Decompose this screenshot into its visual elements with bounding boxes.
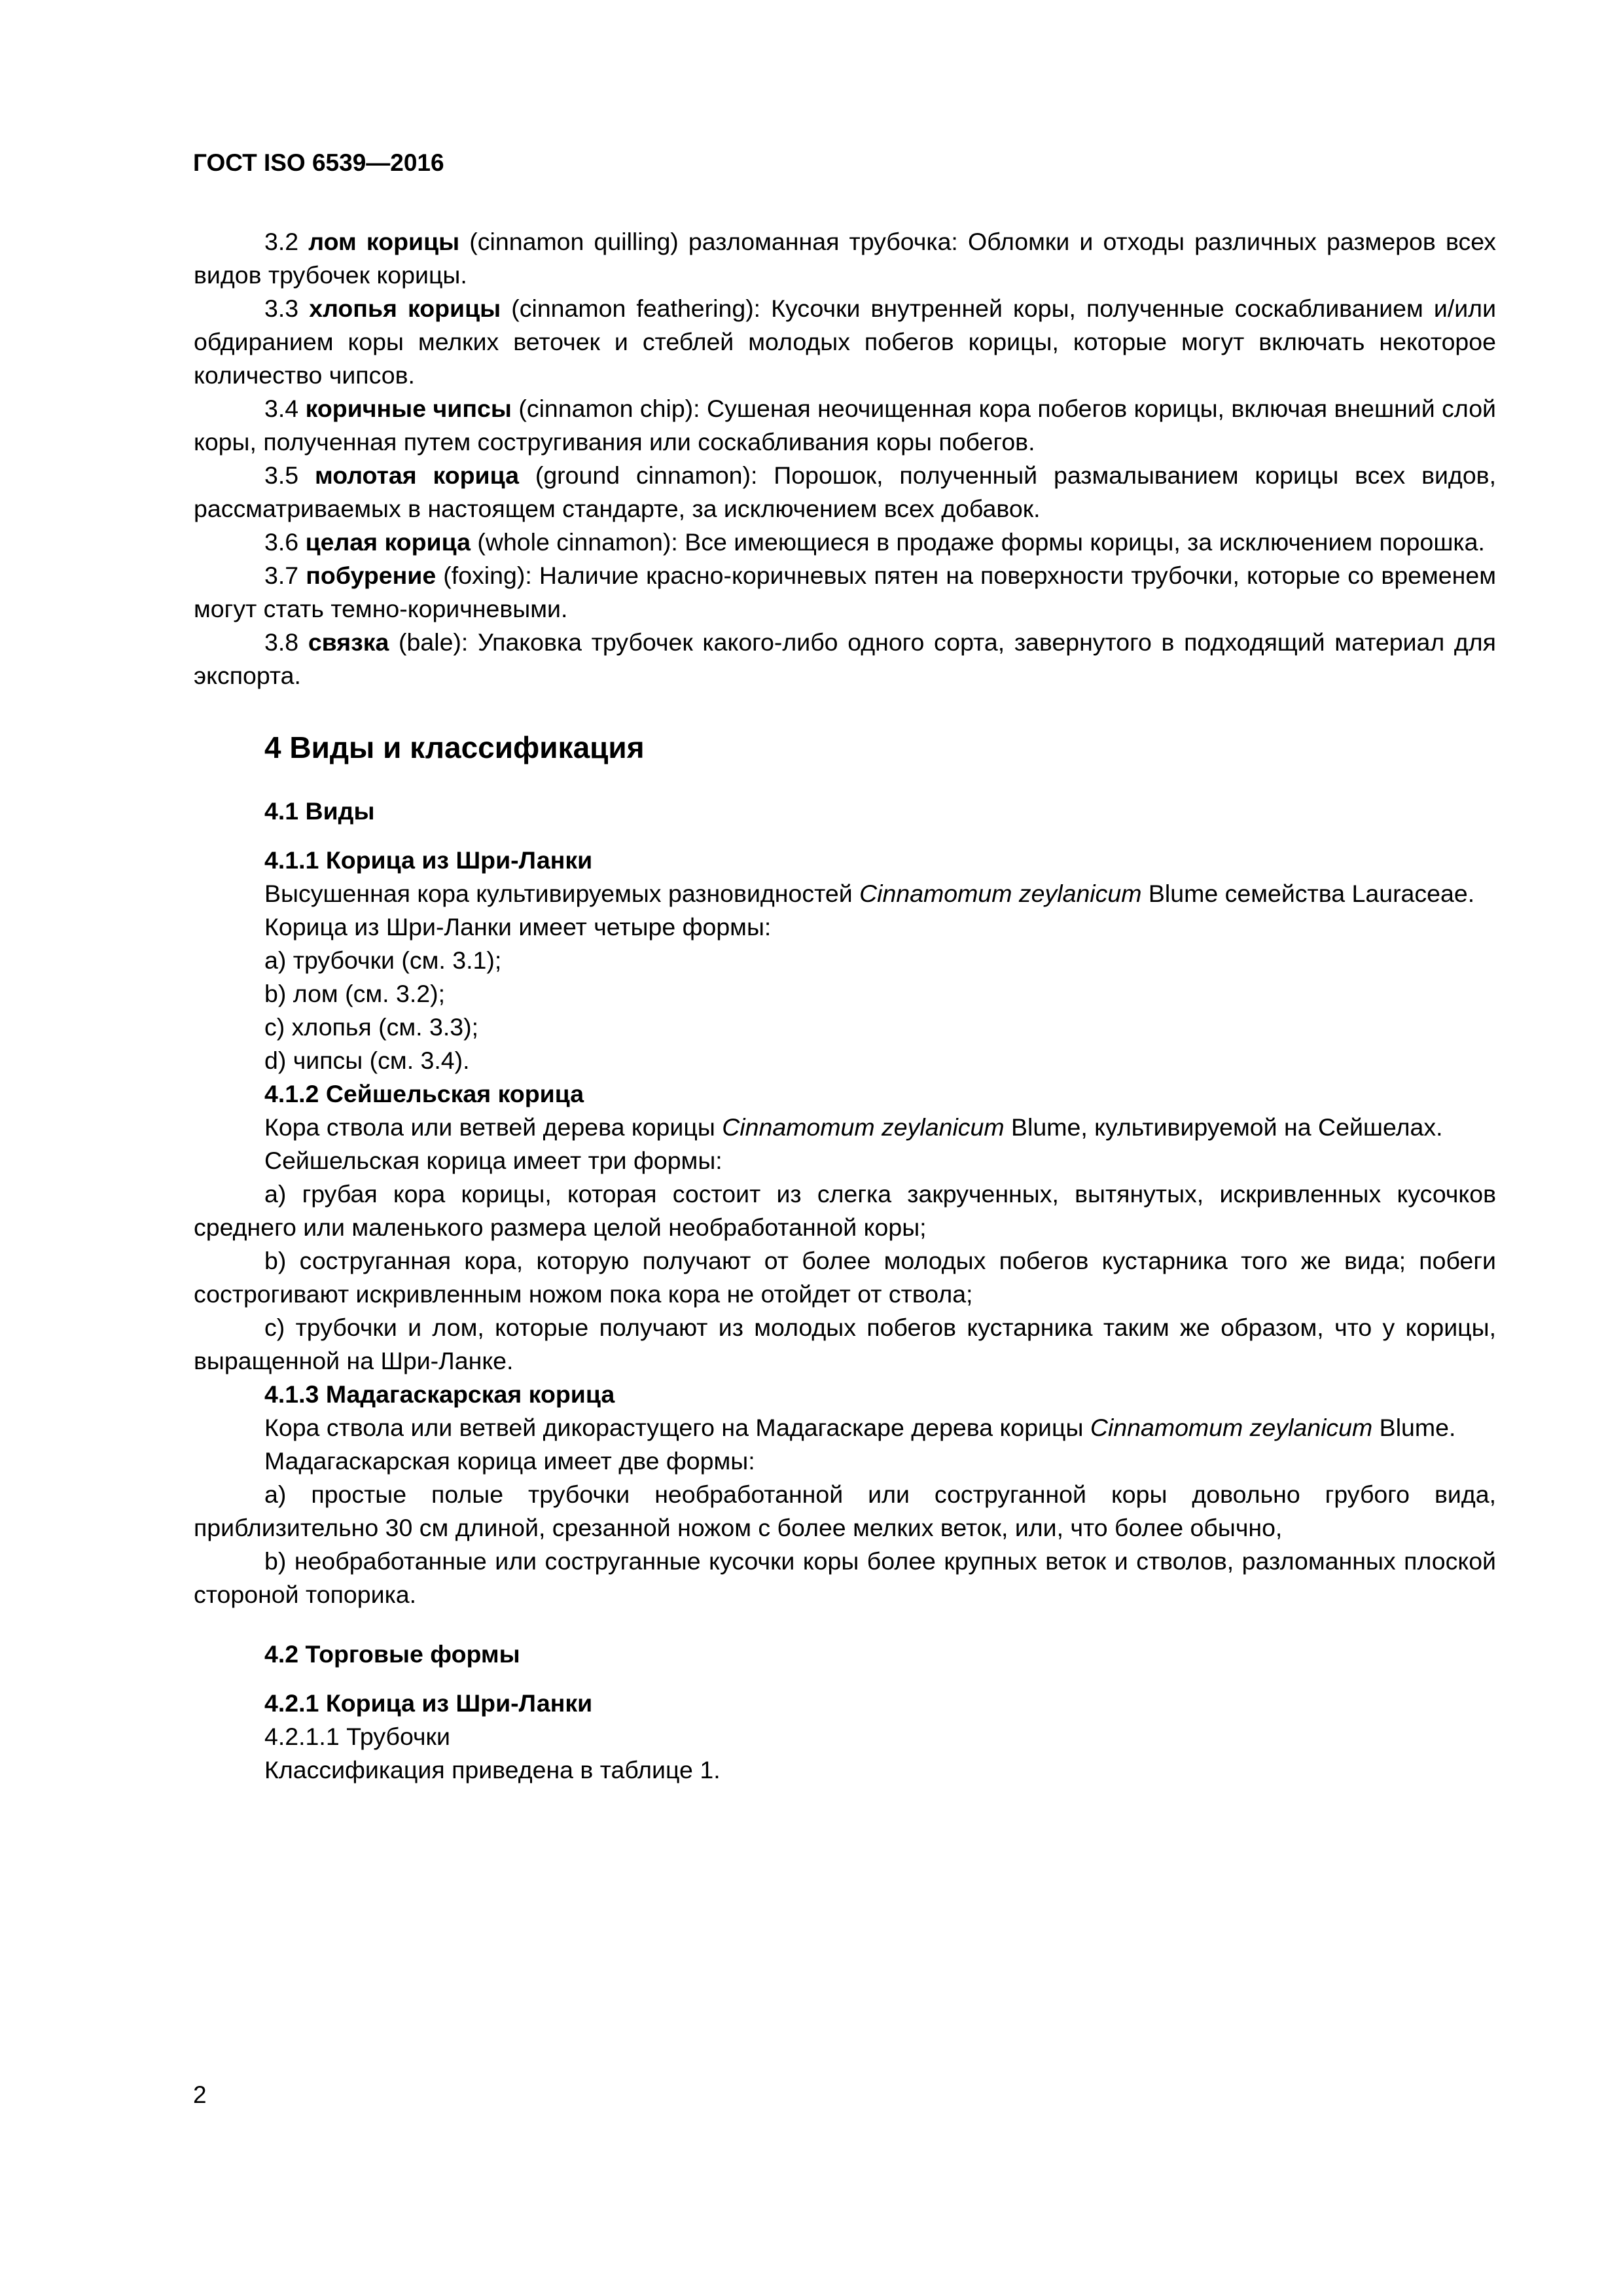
table-reference: Классификация приведена в таблице 1.	[264, 1756, 721, 1784]
species-name: Cinnamomum zeylanicum	[1090, 1414, 1373, 1441]
definition-3-8	[194, 626, 1496, 692]
section-4-1-1-forms-intro: Корица из Шри-Ланки имеет четыре формы:	[264, 913, 772, 941]
definition-number: 3.3	[264, 295, 299, 322]
definition-text: (foxing): Наличие красно-коричневых пятен на поверхности трубочки, которые со временем могут стать темно-коричневыми.	[194, 562, 1497, 622]
section-4-1-heading: 4.1 Виды	[264, 797, 375, 825]
document-body	[194, 225, 1496, 1787]
definition-text: (cinnamon feathering): Кусочки внутренней коры, полученные соскабливанием и/или обдиранием коры мелких веточек и стеблей молодых побегов корицы, которые могут включать некоторое количество чипсов.	[194, 295, 1497, 389]
definition-3-2	[194, 225, 1496, 292]
species-name: Cinnamomum zeylanicum	[722, 1113, 1005, 1141]
definition-3-5	[194, 459, 1496, 526]
page-number: 2	[193, 2081, 207, 2108]
definition-number: 3.2	[264, 228, 299, 255]
definition-term: связка	[308, 628, 389, 656]
definition-3-6	[194, 526, 1496, 559]
definition-number: 3.6	[264, 528, 299, 556]
list-item: с) хлопья (см. 3.3);	[264, 1013, 479, 1041]
definition-3-3	[194, 292, 1496, 392]
definition-term: целая корица	[305, 528, 471, 556]
section-4-1-2-paragraph	[194, 1111, 1496, 1144]
section-4-1-2-heading: 4.1.2 Сейшельская корица	[264, 1080, 584, 1107]
list-item: с) трубочки и лом, которые получают из молодых побегов кустарника таким же образом, что у корицы, выращенной на Шри-Ланке.	[194, 1314, 1496, 1374]
section-4-heading: 4 Виды и классификация	[264, 730, 645, 764]
list-item: b) лом (см. 3.2);	[264, 980, 446, 1007]
list-item: а) трубочки (см. 3.1);	[264, 946, 502, 974]
section-4-2-1-1-heading: 4.2.1.1 Трубочки	[264, 1723, 450, 1750]
section-4-1-1-heading: 4.1.1 Корица из Шри-Ланки	[264, 846, 593, 874]
definition-number: 3.7	[264, 562, 299, 589]
document-header: ГОСТ ISO 6539—2016	[193, 149, 444, 176]
list-item: b) необработанные или соструганные кусочки коры более крупных веток и стволов, разломанных плоской стороной топорика.	[194, 1547, 1496, 1608]
section-4-1-1-paragraph	[194, 877, 1496, 910]
definition-text: (cinnamon quilling) разломанная трубочка: Обломки и отходы различных размеров всех видов трубочек корицы.	[194, 228, 1496, 289]
definition-term: коричные чипсы	[305, 395, 512, 422]
text-run: Blume.	[1372, 1414, 1456, 1441]
list-item: а) грубая кора корицы, которая состоит из слегка закрученных, вытянутых, искривленных кусочков среднего или маленького размера целой необработанной коры;	[194, 1180, 1496, 1241]
section-4-2-heading: 4.2 Торговые формы	[264, 1640, 520, 1668]
definition-3-7	[194, 559, 1496, 626]
section-4-1-2-forms-intro: Сейшельская корица имеет три формы:	[264, 1147, 722, 1174]
section-4-1-3-heading: 4.1.3 Мадагаскарская корица	[264, 1380, 615, 1408]
text-run: Кора ствола или ветвей дерева корицы	[264, 1113, 722, 1141]
definition-text: (whole cinnamon): Все имеющиеся в продаже формы корицы, за исключением порошка.	[470, 528, 1485, 556]
definition-term: лом корицы	[308, 228, 460, 255]
definition-text: (bale): Упаковка трубочек какого-либо одного сорта, завернутого в подходящий материал для экспорта.	[194, 628, 1496, 689]
definition-number: 3.8	[264, 628, 299, 656]
list-item: d) чипсы (см. 3.4).	[264, 1047, 470, 1074]
text-run: Blume, культивируемой на Сейшелах.	[1004, 1113, 1443, 1141]
definition-text: (cinnamon chip): Сушеная неочищенная кора побегов корицы, включая внешний слой коры, полученная путем состругивания или соскабливания коры побегов.	[194, 395, 1496, 456]
species-name: Cinnamomum zeylanicum	[859, 880, 1142, 907]
section-4-2-1-heading: 4.2.1 Корица из Шри-Ланки	[264, 1689, 593, 1717]
list-item: b) соструганная кора, которую получают от более молодых побегов кустарника того же вида; побеги сострогивают искривленным ножом пока кора не отойдет от ствола;	[194, 1247, 1496, 1308]
text-run: Blume семейства Lauraceae.	[1141, 880, 1475, 907]
definition-term: молотая корица	[315, 461, 519, 489]
definition-3-4	[194, 392, 1496, 459]
definition-number: 3.4	[264, 395, 299, 422]
section-4-1-3-forms-intro: Мадагаскарская корица имеет две формы:	[264, 1447, 755, 1475]
section-4-1-3-paragraph	[194, 1411, 1496, 1444]
definition-term: хлопья корицы	[309, 295, 501, 322]
text-run: Высушенная кора культивируемых разновидностей	[264, 880, 860, 907]
text-run: Кора ствола или ветвей дикорастущего на Мадагаскаре дерева корицы	[264, 1414, 1090, 1441]
definition-number: 3.5	[264, 461, 299, 489]
list-item: а) простые полые трубочки необработанной или соструганной коры довольно грубого вида, приблизительно 30 см длиной, срезанной ножом с более мелких веток, или, что более обычно,	[194, 1480, 1496, 1541]
definition-text: (ground cinnamon): Порошок, полученный размалыванием корицы всех видов, рассматриваемых в настоящем стандарте, за исключением всех добавок.	[194, 461, 1497, 522]
definition-term: побурение	[306, 562, 437, 589]
